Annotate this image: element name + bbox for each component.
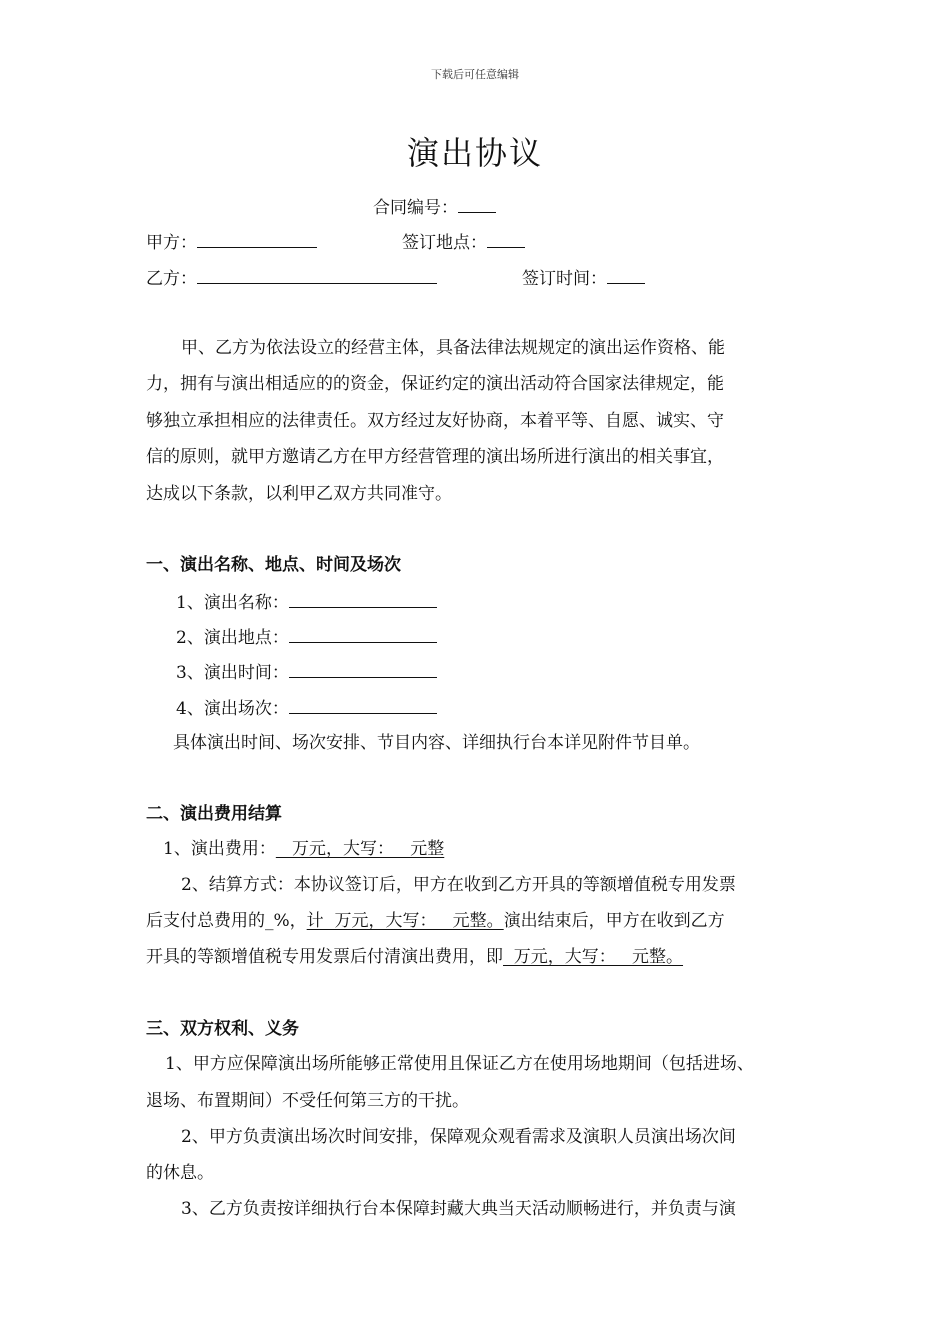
fee-row [163, 837, 444, 861]
section-2-heading: 二、演出费用结算 [146, 804, 282, 824]
settle-line-3 [146, 945, 683, 969]
party-b-field[interactable] [197, 265, 437, 284]
show-name-label: 1、演出名称： [176, 593, 289, 613]
show-place-field[interactable] [289, 624, 437, 643]
show-name-field[interactable] [289, 589, 437, 608]
fee-value: 万元，大写： 元整 [275, 839, 445, 859]
show-sessions-row [176, 695, 437, 721]
show-place-row [176, 624, 437, 650]
sign-place-row [402, 229, 525, 255]
party-b-row [146, 265, 437, 291]
intro-line-2: 力，拥有与演出相适应的的资金，保证约定的演出活动符合国家法律规定，能 [146, 374, 724, 394]
intro-line-1: 甲、乙方为依法设立的经营主体，具备法律法规规定的演出运作资格、能 [181, 338, 725, 358]
section-1-heading: 一、演出名称、地点、时间及场次 [146, 555, 401, 575]
show-sessions-field[interactable] [289, 695, 437, 714]
party-b-label: 乙方： [146, 269, 197, 289]
settle-first-amount: 计 万元，大写： 元整。 [306, 911, 504, 931]
settle-line-1: 2、结算方式：本协议签订后，甲方在收到乙方开具的等额增值税专用发票 [181, 875, 736, 895]
show-time-row [176, 659, 437, 685]
contract-number-label: 合同编号： [373, 198, 458, 218]
settle-final-amount: 万元，大写： 元整。 [503, 947, 684, 967]
sign-time-row [522, 265, 645, 291]
duty-1-line-2: 退场、布置期间）不受任何第三方的干扰。 [146, 1091, 469, 1111]
sign-time-label: 签订时间： [522, 269, 607, 289]
intro-line-4: 信的原则，就甲方邀请乙方在甲方经营管理的演出场所进行演出的相关事宜， [146, 447, 724, 467]
duty-1-line-1: 1、甲方应保障演出场所能够正常使用且保证乙方在使用场地期间（包括进场、 [165, 1054, 754, 1074]
show-time-label: 3、演出时间： [176, 663, 289, 683]
section-3-heading: 三、双方权利、义务 [146, 1019, 299, 1039]
fee-label: 1、演出费用： [163, 839, 276, 859]
intro-line-3: 够独立承担相应的法律责任。双方经过友好协商，本着平等、自愿、诚实、守 [146, 411, 724, 431]
duty-3-line-1: 3、乙方负责按详细执行台本保障封藏大典当天活动顺畅进行，并负责与演 [181, 1199, 736, 1219]
show-place-label: 2、演出地点： [176, 628, 289, 648]
header-note: 下载后可任意编辑 [431, 68, 519, 81]
party-a-row [146, 229, 317, 255]
duty-2-line-2: 的休息。 [146, 1163, 214, 1183]
settle-after-text: 演出结束后，甲方在收到乙方 [503, 911, 725, 931]
show-sessions-label: 4、演出场次： [176, 699, 289, 719]
contract-number-row [373, 194, 496, 220]
document-title: 演出协议 [406, 134, 543, 172]
settle-line-2 [146, 909, 725, 933]
contract-number-field[interactable] [458, 194, 496, 213]
duty-2-line-1: 2、甲方负责演出场次时间安排，保障观众观看需求及演职人员演出场次间 [181, 1127, 736, 1147]
section-1-note: 具体演出时间、场次安排、节目内容、详细执行台本详见附件节目单。 [173, 733, 700, 753]
settle-percent-text: 后支付总费用的_%， [146, 911, 307, 931]
party-a-label: 甲方： [146, 233, 197, 253]
sign-place-label: 签订地点： [402, 233, 487, 253]
show-time-field[interactable] [289, 659, 437, 678]
show-name-row [176, 589, 437, 615]
party-a-field[interactable] [197, 229, 317, 248]
intro-line-5: 达成以下条款，以利甲乙双方共同准守。 [146, 484, 452, 504]
settle-final-text: 开具的等额增值税专用发票后付清演出费用，即 [146, 947, 503, 967]
sign-place-field[interactable] [487, 229, 525, 248]
sign-time-field[interactable] [607, 265, 645, 284]
